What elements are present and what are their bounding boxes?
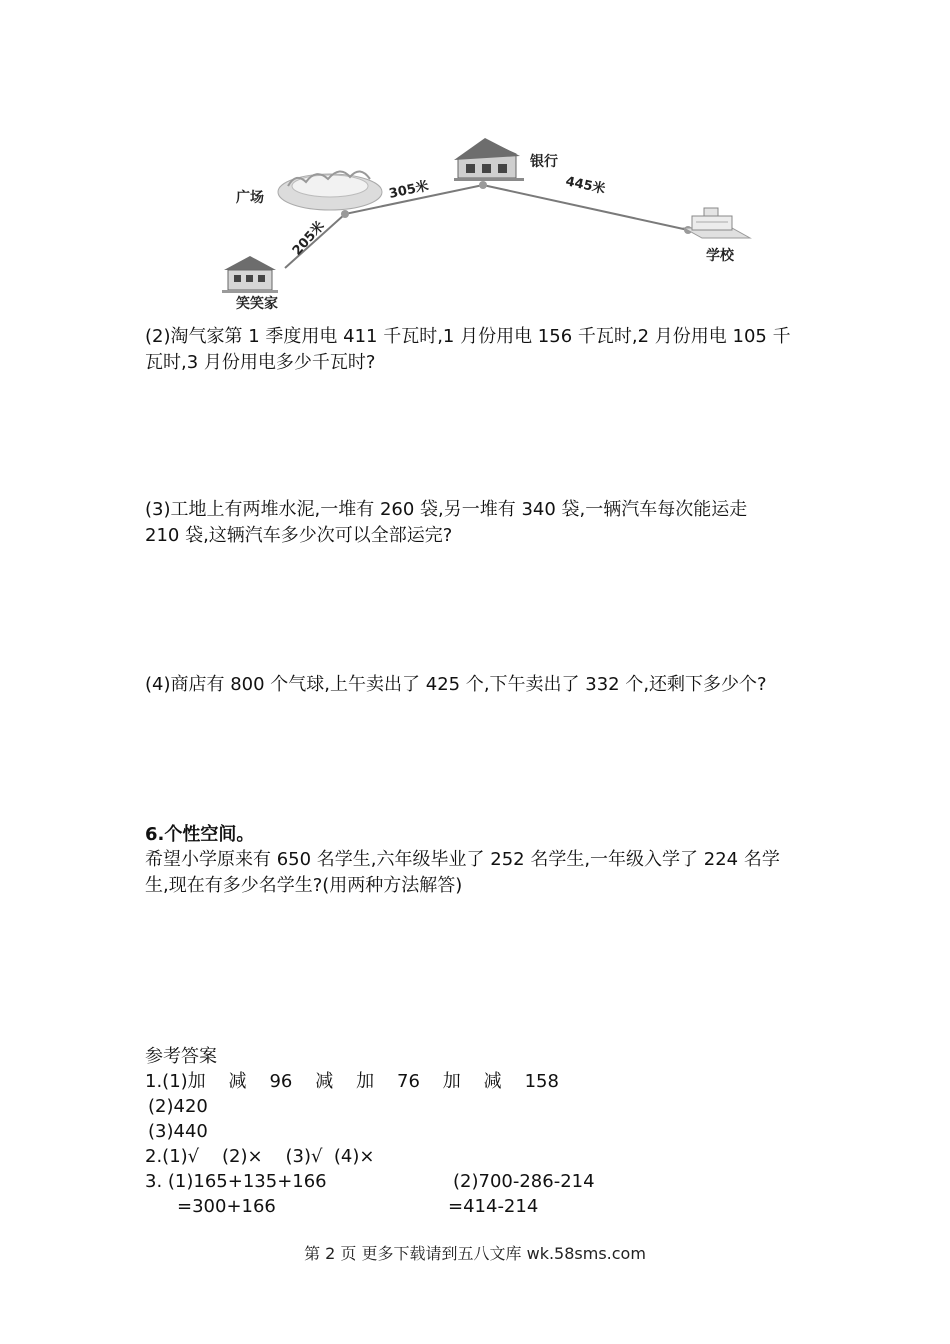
answer-3-left-line-1: 3. (1)165+135+166 bbox=[145, 1171, 327, 1192]
answer-3-left-line-2: =300+166 bbox=[177, 1196, 276, 1217]
page-footer: 第 2 页 更多下载请到五八文库 wk.58sms.com bbox=[304, 1244, 646, 1263]
section-6-title: 6.个性空间。 bbox=[145, 824, 255, 845]
distance-plaza-bank: 305米 bbox=[387, 178, 431, 202]
answer-1-line-2: (2)420 bbox=[148, 1096, 208, 1117]
answer-3-right-line-1: (2)700-286-214 bbox=[453, 1171, 595, 1192]
answer-2: 2.(1)√ (2)× (3)√ (4)× bbox=[145, 1146, 375, 1167]
school-picture bbox=[684, 208, 750, 238]
section-6-line-2: 生,现在有多少名学生?(用两种方法解答) bbox=[145, 875, 463, 896]
plaza-label: 广场 bbox=[236, 190, 264, 206]
home-picture bbox=[222, 256, 278, 293]
route-map bbox=[210, 130, 770, 320]
answer-1-line-3: (3)440 bbox=[148, 1121, 208, 1142]
school-label: 学校 bbox=[706, 248, 734, 264]
section-6-line-1: 希望小学原来有 650 名学生,六年级毕业了 252 名学生,一年级入学了 224 名学 bbox=[145, 849, 780, 870]
home-label: 笑笑家 bbox=[236, 296, 278, 312]
plaza-picture bbox=[278, 171, 382, 210]
answer-3-right-line-2: =414-214 bbox=[448, 1196, 539, 1217]
bank-label: 银行 bbox=[530, 154, 558, 170]
distance-home-plaza: 205米 bbox=[289, 218, 328, 259]
answers-title: 参考答案 bbox=[145, 1046, 217, 1067]
question-2-line-1: (2)淘气家第 1 季度用电 411 千瓦时,1 月份用电 156 千瓦时,2 月份用电 105 千 bbox=[145, 326, 791, 347]
question-3-line-1: (3)工地上有两堆水泥,一堆有 260 袋,另一堆有 340 袋,一辆汽车每次能运走 bbox=[145, 499, 748, 520]
bank-picture bbox=[454, 138, 524, 181]
question-4-line-1: (4)商店有 800 个气球,上午卖出了 425 个,下午卖出了 332 个,还剩下多少个? bbox=[145, 674, 767, 695]
question-2-line-2: 瓦时,3 月份用电多少千瓦时? bbox=[145, 352, 376, 373]
answer-1-line-1: 1.(1)加 减 96 减 加 76 加 减 158 bbox=[145, 1071, 559, 1092]
question-3-line-2: 210 袋,这辆汽车多少次可以全部运完? bbox=[145, 525, 453, 546]
distance-bank-school: 445米 bbox=[564, 174, 607, 198]
